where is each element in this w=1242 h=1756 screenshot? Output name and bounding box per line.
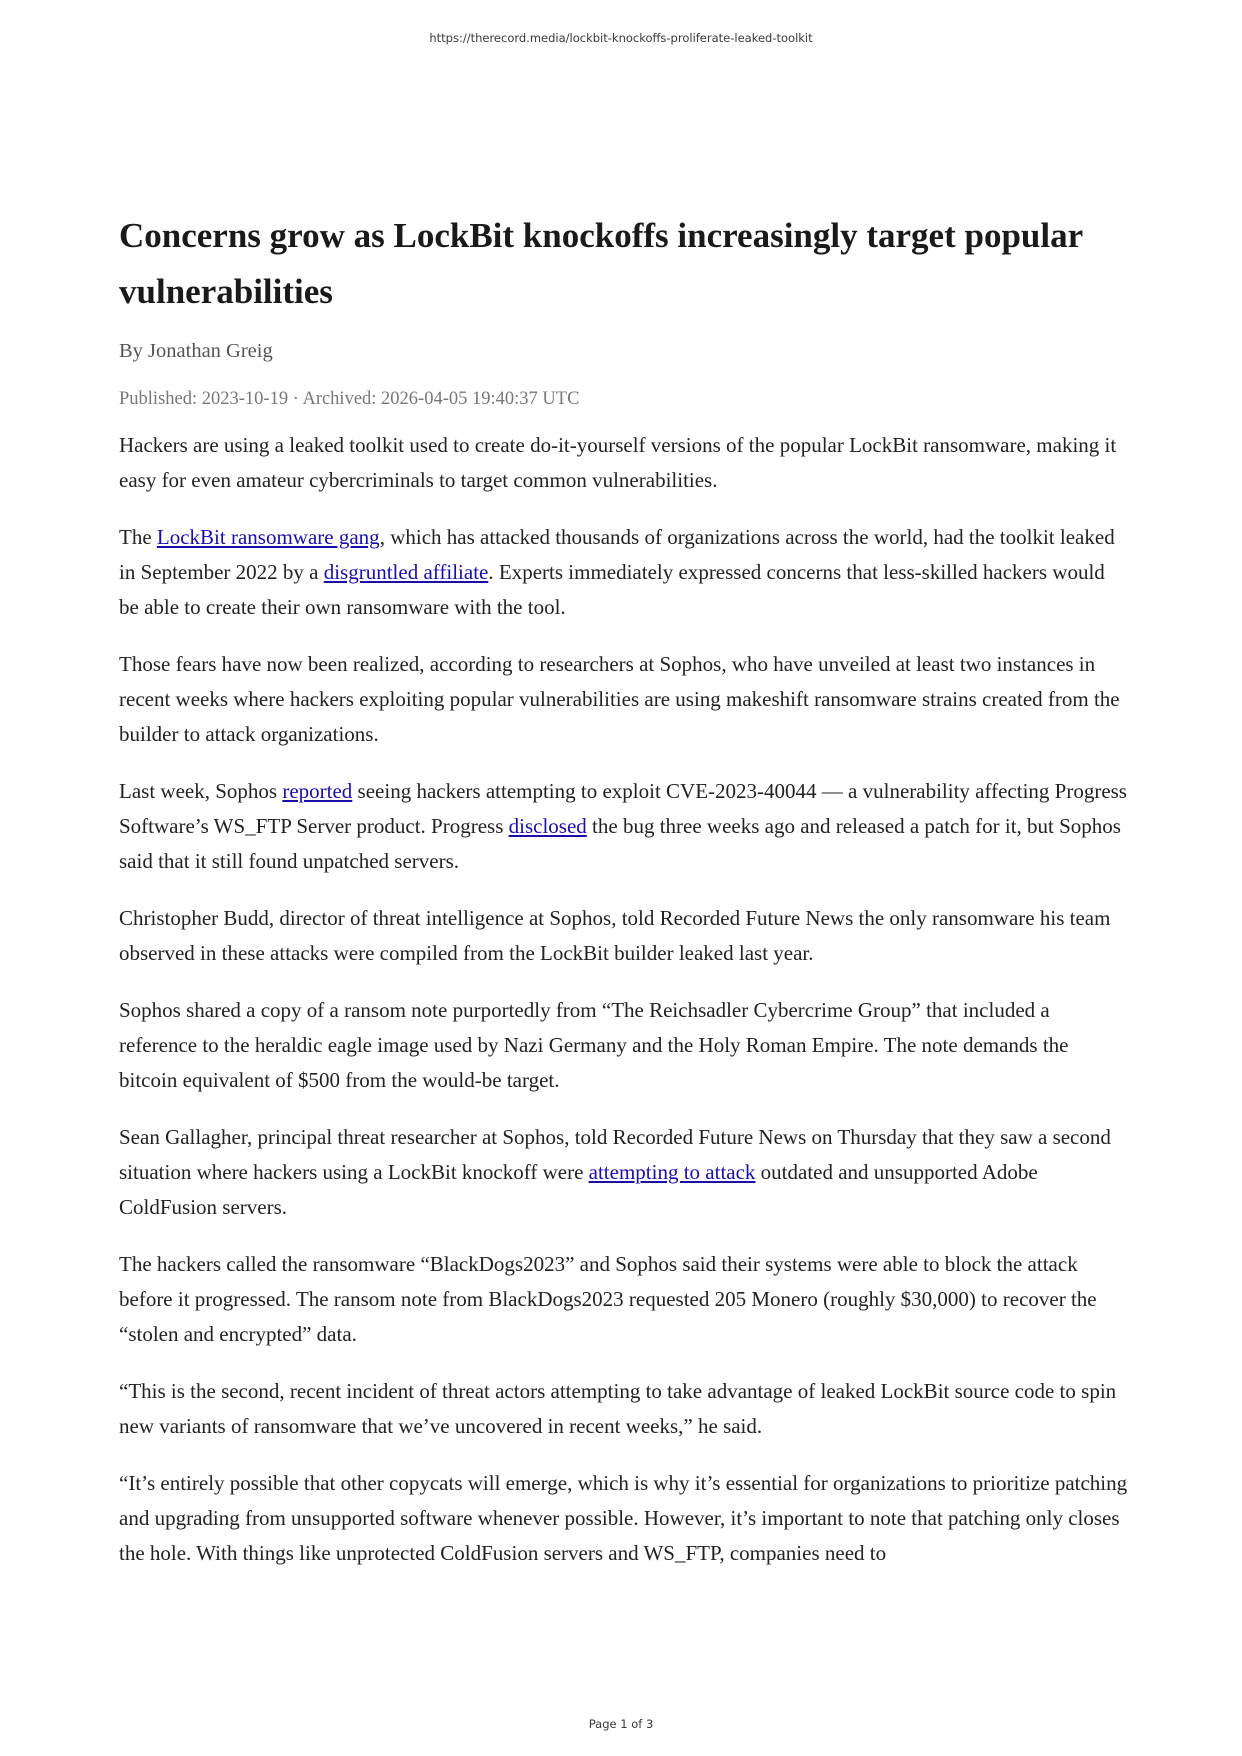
paragraph-text: The <box>119 525 157 549</box>
paragraph-5: Christopher Budd, director of threat intelligence at Sophos, told Recorded Future News the only ransomware his team observed in these attacks were compiled from the LockBit builder leaked last year. <box>119 906 1111 965</box>
paragraph-text: seeing hackers attempting to exploit CVE-2023-40044 — a vulnerability affecting Progress Software’s WS_FTP Server product. Progress <box>119 779 1127 838</box>
paragraph-1: Hackers are using a leaked toolkit used to create do-it-yourself versions of the popular LockBit ransomware, making it easy for even amateur cybercriminals to target common vulnerabilities. <box>119 433 1117 492</box>
paragraph-6: Sophos shared a copy of a ransom note purportedly from “The Reichsadler Cybercrime Group” that included a reference to the heraldic eagle image used by Nazi Germany and the Holy Roman Empire. The note demands the bitcoin equivalent of $500 from the would-be target. <box>119 998 1069 1092</box>
paragraph-10: “It’s entirely possible that other copycats will emerge, which is why it’s essential for organizations to prioritize patching and upgrading from unsupported software whenever possible. However, it’s important to note that patching only closes the hole. With things like unprotected ColdFusion servers and WS_FTP, companies need to <box>119 1471 1128 1565</box>
article-title: Concerns grow as LockBit knockoffs increasingly target popular vulnerabilities <box>119 216 1083 311</box>
paragraph-text: , which has attacked thousands of organizations across the world, had the toolkit leaked in September 2022 by a <box>119 525 1115 584</box>
paragraph-2 <box>119 520 1129 625</box>
page-number: Page 1 of 3 <box>588 1717 654 1731</box>
paragraph-text: outdated and unsupported Adobe ColdFusion servers. <box>119 1160 1038 1219</box>
paragraph-8: The hackers called the ransomware “BlackDogs2023” and Sophos said their systems were able to block the attack before it progressed. The ransom note from BlackDogs2023 requested 205 Monero (roughly $30,000) to recover the “stolen and encrypted” data. <box>119 1252 1097 1346</box>
lockbit-gang-link[interactable]: LockBit ransomware gang <box>156 525 380 549</box>
attempting-to-attack-link[interactable]: attempting to attack <box>588 1160 756 1184</box>
paragraph-text: Sean Gallagher, principal threat researcher at Sophos, told Recorded Future News on Thursday that they saw a second situation where hackers using a LockBit knockoff were <box>119 1125 1111 1184</box>
article-meta: Published: 2023-10-19 · Archived: 2026-04-05 19:40:37 UTC <box>119 389 580 409</box>
paragraph-3: Those fears have now been realized, according to researchers at Sophos, who have unveiled at least two instances in recent weeks where hackers exploiting popular vulnerabilities are using makeshift ransomware strains created from the builder to attack organizations. <box>119 652 1120 746</box>
article <box>119 208 1129 1593</box>
article-byline: By Jonathan Greig <box>119 340 273 362</box>
reported-link[interactable]: reported <box>282 779 353 803</box>
paragraph-7 <box>119 1120 1129 1225</box>
paragraph-9: “This is the second, recent incident of threat actors attempting to take advantage of leaked LockBit source code to spin new variants of ransomware that we’ve uncovered in recent weeks,” he said. <box>119 1379 1117 1438</box>
paragraph-text: Last week, Sophos <box>119 779 283 803</box>
paragraph-4 <box>119 774 1129 879</box>
disgruntled-affiliate-link[interactable]: disgruntled affiliate <box>323 560 489 584</box>
paragraph-text: . Experts immediately expressed concerns that less-skilled hackers would be able to create their own ransomware with the tool. <box>119 560 1105 619</box>
paragraph-text: the bug three weeks ago and released a patch for it, but Sophos said that it still found unpatched servers. <box>119 814 1121 873</box>
page-url: https://therecord.media/lockbit-knockoffs-proliferate-leaked-toolkit <box>429 31 813 45</box>
disclosed-link[interactable]: disclosed <box>508 814 587 838</box>
